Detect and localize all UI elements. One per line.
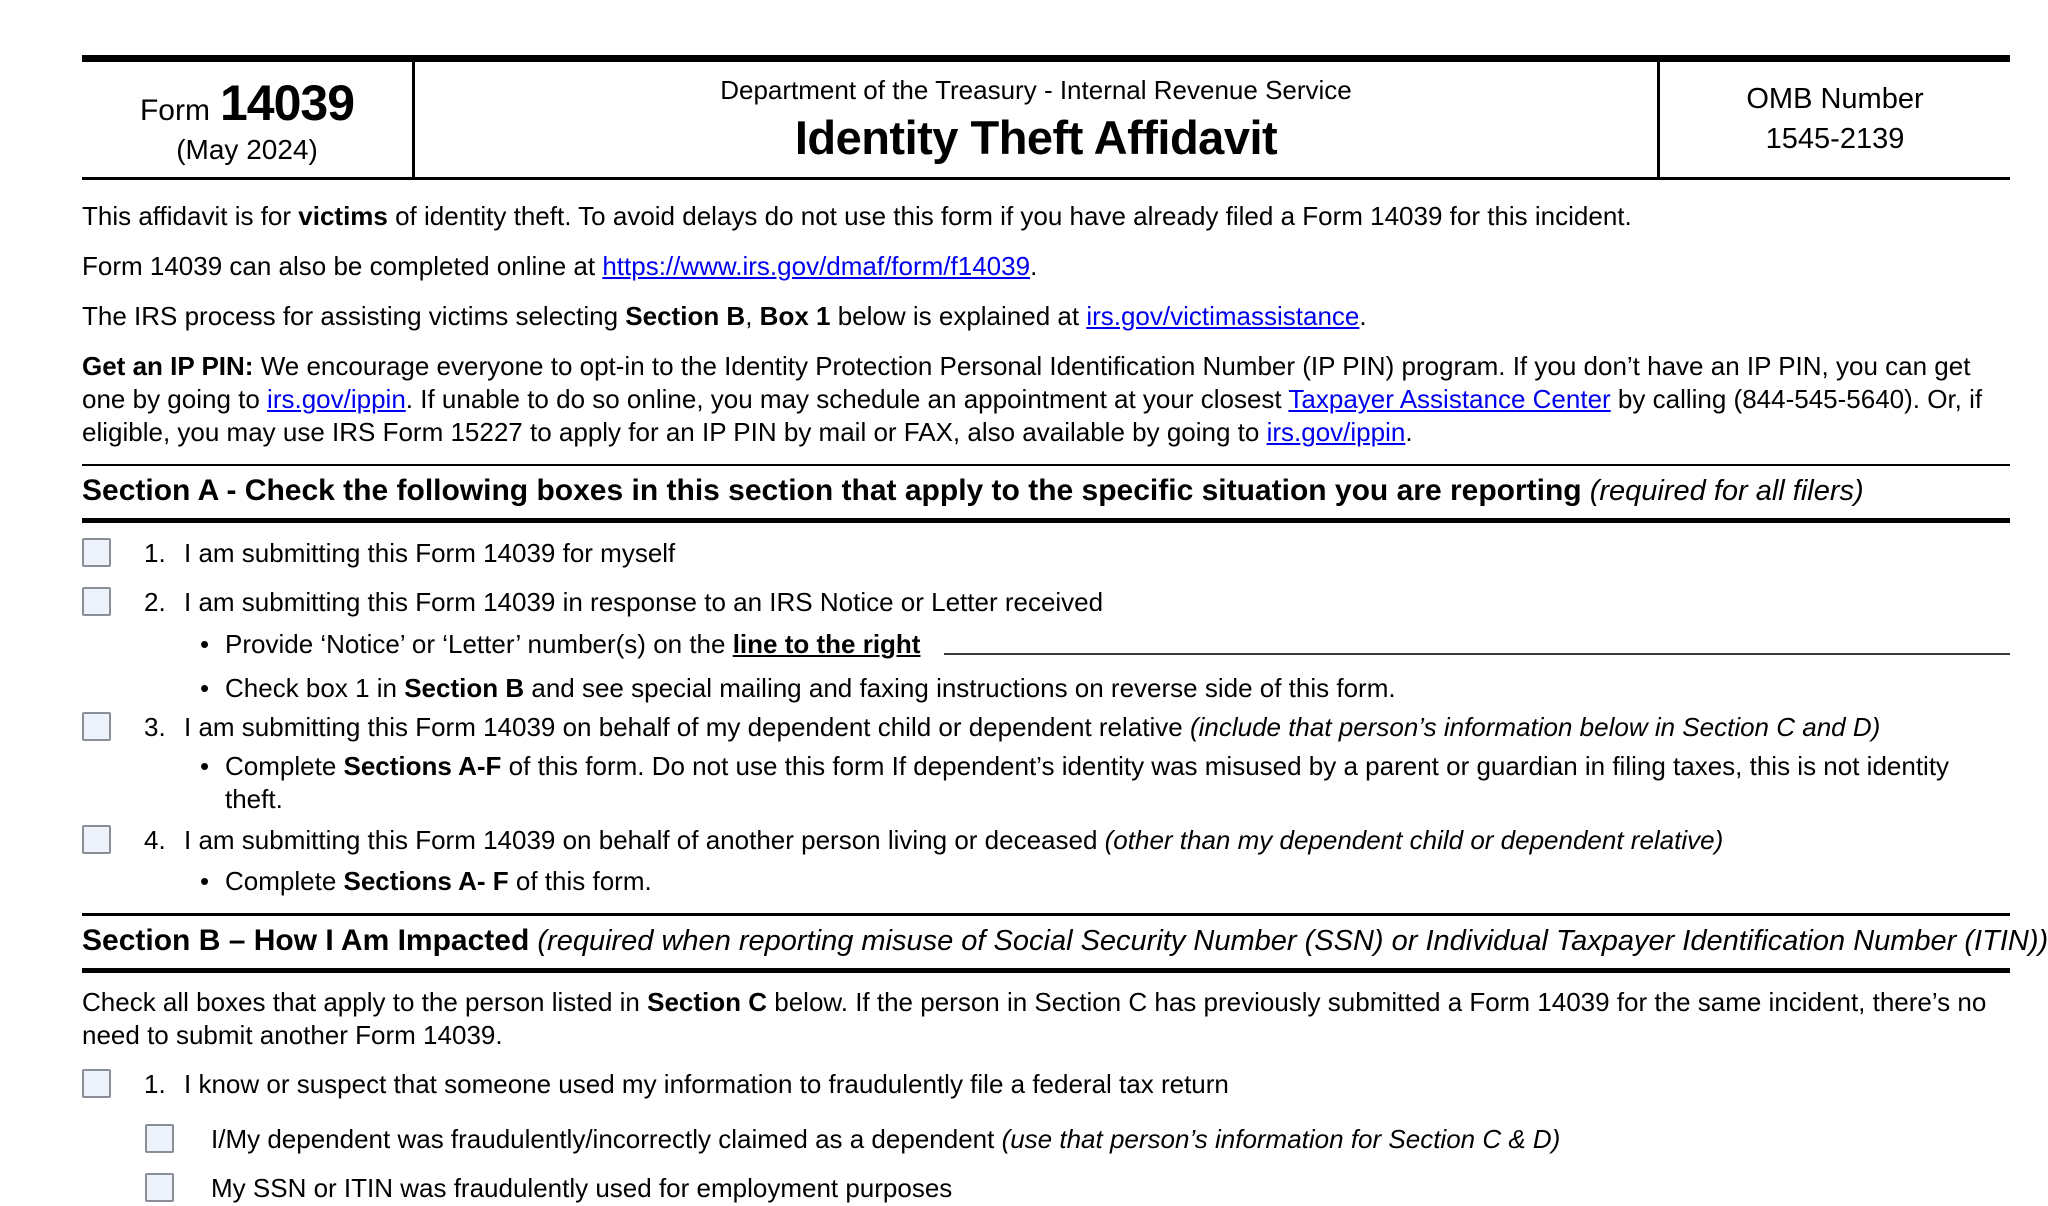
section-a-item-3-bullet-1 xyxy=(82,750,2010,816)
link[interactable]: irs.gov/ippin xyxy=(267,384,406,414)
bullet-label: Complete Sections A-F of this form. Do not use this form If dependent’s identity was misused by a parent or guardian in filing taxes, this is not identity theft. xyxy=(225,751,1950,814)
bullet-label: Provide ‘Notice’ or ‘Letter’ number(s) on the line to the right xyxy=(225,629,921,659)
agency-name: Department of the Treasury - Internal Revenue Service xyxy=(720,74,1352,105)
link[interactable]: irs.gov/victimassistance xyxy=(1086,301,1360,331)
omb-cell xyxy=(1660,62,2010,177)
checkbox-b1-sub2[interactable] xyxy=(145,1173,174,1202)
checkbox-a2[interactable] xyxy=(82,587,111,616)
bullet-icon: • xyxy=(200,673,210,703)
item-number: 1. xyxy=(144,1069,166,1099)
section-a-item-1 xyxy=(82,537,2010,570)
section-b-sub-item-dependent xyxy=(82,1123,2010,1156)
section-b-sub-item-employment xyxy=(82,1172,2010,1205)
intro-paragraph-ippin: Get an IP PIN: We encourage everyone to opt-in to the Identity Protection Personal Identification Number (IP PIN) program. If you don’t have an IP PIN, you can get one by going to irs.gov/ippin. If unable to do so online, you may schedule an appointment at your closest Taxpayer Assistance Center by calling (844-545-5640). Or, if eligible, you may use IRS Form 15227 to apply for an IP PIN by mail or FAX, also available by going to irs.gov/ippin. xyxy=(82,351,1983,447)
intro-block xyxy=(82,200,2010,449)
form-number-line xyxy=(140,74,354,132)
link[interactable]: Taxpayer Assistance Center xyxy=(1288,384,1611,414)
form-number: 14039 xyxy=(219,74,355,131)
form-title: Identity Theft Affidavit xyxy=(794,110,1278,164)
intro-paragraph-process: The IRS process for assisting victims selecting Section B, Box 1 below is explained at irs.gov/victimassistance. xyxy=(82,301,1367,331)
form-word: Form xyxy=(139,93,210,127)
item-label: My SSN or ITIN was fraudulently used for employment purposes xyxy=(211,1173,953,1203)
section-a-item-2-bullet-2 xyxy=(82,672,2010,705)
item-number: 2. xyxy=(144,587,166,617)
checkbox-b1[interactable] xyxy=(82,1069,111,1098)
bullet-label: Check box 1 in Section B and see special mailing and faxing instructions on reverse side of this form. xyxy=(225,673,1396,703)
item-label: I am submitting this Form 14039 for myself xyxy=(184,538,676,568)
item-number: 1. xyxy=(144,538,166,568)
notice-number-line[interactable] xyxy=(944,628,2010,655)
omb-number: 1545-2139 xyxy=(1765,122,1905,155)
omb-label: OMB Number xyxy=(1746,83,1924,116)
section-b-heading: Section B – How I Am Impacted (required when reporting misuse of Social Security Number (SSN) or Individual Taxpayer Identification Number (ITIN)) xyxy=(82,913,2010,973)
section-a-item-3 xyxy=(82,711,2010,744)
checkbox-a3[interactable] xyxy=(82,712,111,741)
section-a-item-4-bullet-1 xyxy=(82,865,2010,898)
bullet-icon: • xyxy=(200,629,210,659)
item-label: I am submitting this Form 14039 in response to an IRS Notice or Letter received xyxy=(184,587,1104,617)
item-number: 3. xyxy=(144,712,166,742)
form-header xyxy=(82,55,2010,180)
intro-paragraph-victims: This affidavit is for victims of identity theft. To avoid delays do not use this form if you have already filed a Form 14039 for this incident. xyxy=(82,201,1632,231)
checkbox-a4[interactable] xyxy=(82,825,111,854)
intro-paragraph-online: Form 14039 can also be completed online at https://www.irs.gov/dmaf/form/f14039. xyxy=(82,251,1038,281)
item-label: I am submitting this Form 14039 on behalf of another person living or deceased (other than my dependent child or dependent relative) xyxy=(184,825,1724,855)
section-a-item-2 xyxy=(82,586,2010,619)
section-a-item-2-bullet-1 xyxy=(82,628,2010,661)
bullet-icon: • xyxy=(200,866,210,896)
form-title-cell xyxy=(415,62,1660,177)
link[interactable]: irs.gov/ippin xyxy=(1266,417,1406,447)
bullet-icon: • xyxy=(200,751,210,781)
item-label: I know or suspect that someone used my information to fraudulently file a federal tax return xyxy=(184,1069,1229,1099)
link[interactable]: https://www.irs.gov/dmaf/form/f14039 xyxy=(602,251,1031,281)
item-label: I/My dependent was fraudulently/incorrectly claimed as a dependent (use that person’s information for Section C & D) xyxy=(211,1124,1561,1154)
checkbox-b1-sub1[interactable] xyxy=(145,1124,174,1153)
bullet-label: Complete Sections A- F of this form. xyxy=(225,866,652,896)
form-number-cell xyxy=(82,62,415,177)
item-label: I am submitting this Form 14039 on behalf of my dependent child or dependent relative (include that person’s information below in Section C and D) xyxy=(184,712,1881,742)
section-b-intro: Check all boxes that apply to the person listed in Section C below. If the person in Section C has previously submitted a Form 14039 for the same incident, there’s no need to submit another Form 14039. xyxy=(82,987,1987,1050)
form-revision-date: (May 2024) xyxy=(176,133,318,165)
section-a-item-4 xyxy=(82,824,2010,857)
checkbox-a1[interactable] xyxy=(82,538,111,567)
section-b-item-1 xyxy=(82,1068,2010,1101)
item-number: 4. xyxy=(144,825,166,855)
form-page xyxy=(82,55,2048,1205)
section-a-heading: Section A - Check the following boxes in this section that apply to the specific situation you are reporting (required for all filers) xyxy=(82,464,2010,523)
